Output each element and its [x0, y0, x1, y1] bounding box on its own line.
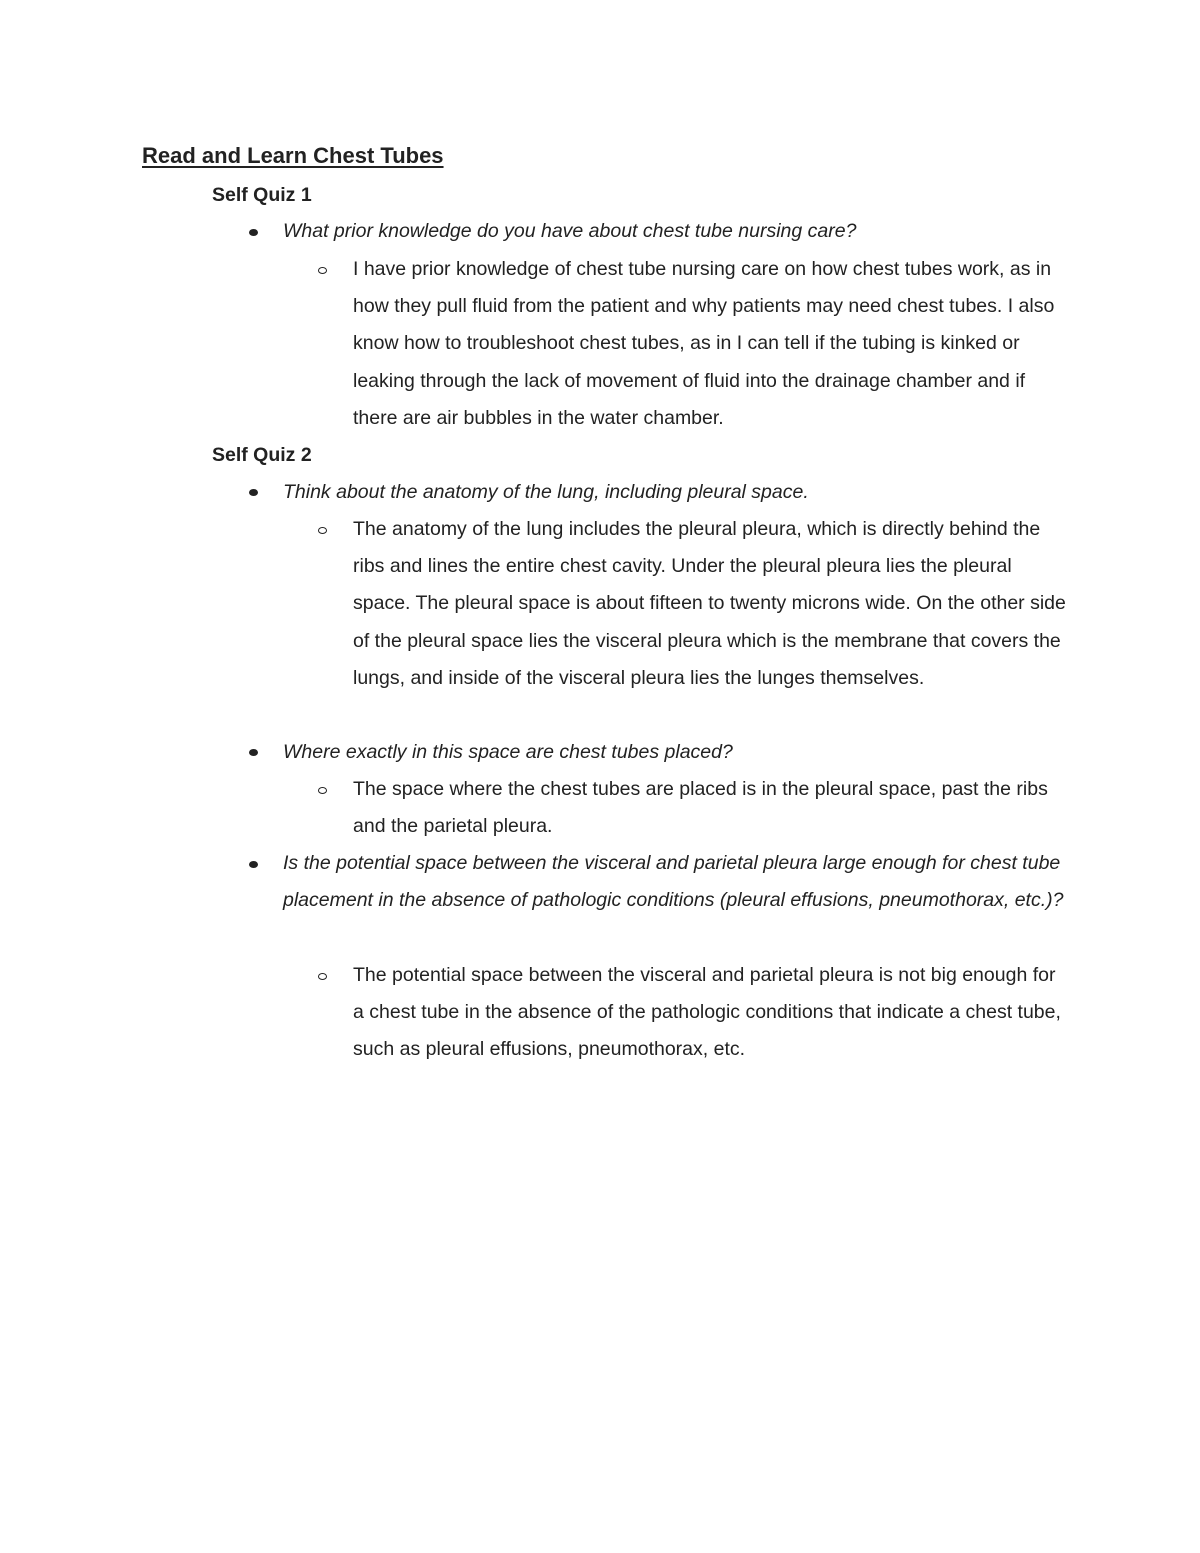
quiz-1-question-1: What prior knowledge do you have about chest tube nursing care? [283, 220, 857, 242]
quiz-1-answer-1: I have prior knowledge of chest tube nursing care on how chest tubes work, as in how they pull fluid from the patient and why patients may need chest tubes. I also know how to troubleshoot chest tubes, as in I can tell if the tubing is kinked or leaking through the lack of movement of fluid into the drainage chamber and if there are air bubbles in the water chamber. [353, 258, 1055, 429]
bullet-disc-icon [249, 229, 258, 236]
quiz-2-question-1: Think about the anatomy of the lung, including pleural space. [283, 481, 809, 503]
quiz-2-answer-1: The anatomy of the lung includes the pleural pleura, which is directly behind the ribs and lines the entire chest cavity. Under the pleural pleura lies the pleural space. The pleural space is about fifteen to twenty microns wide. On the other side of the pleural space lies the visceral pleura which is the membrane that covers the lungs, and inside of the visceral pleura lies the lunges themselves. [353, 518, 1066, 689]
quiz-2-question-3: Is the potential space between the visceral and parietal pleura large enough for chest tube placement in the absence of pathologic conditions (pleural effusions, pneumothorax, etc.)? [283, 852, 1064, 912]
bullet-circle-icon [318, 527, 327, 534]
bullet-disc-icon [249, 861, 258, 868]
bullet-circle-icon [318, 267, 327, 274]
document-title: Read and Learn Chest Tubes [142, 143, 444, 168]
bullet-circle-icon [318, 973, 327, 980]
self-quiz-1-heading: Self Quiz 1 [212, 184, 312, 206]
self-quiz-2-heading: Self Quiz 2 [212, 444, 312, 466]
quiz-2-answer-3: The potential space between the visceral and parietal pleura is not big enough for a chest tube in the absence of the pathologic conditions that indicate a chest tube, such as pleural effusions, pneumothorax, etc. [353, 964, 1061, 1061]
bullet-disc-icon [249, 749, 258, 756]
quiz-2-question-2: Where exactly in this space are chest tubes placed? [283, 741, 733, 763]
quiz-2-answer-2: The space where the chest tubes are placed is in the pleural space, past the ribs and the parietal pleura. [353, 778, 1048, 838]
bullet-disc-icon [249, 489, 258, 496]
bullet-circle-icon [318, 787, 327, 794]
